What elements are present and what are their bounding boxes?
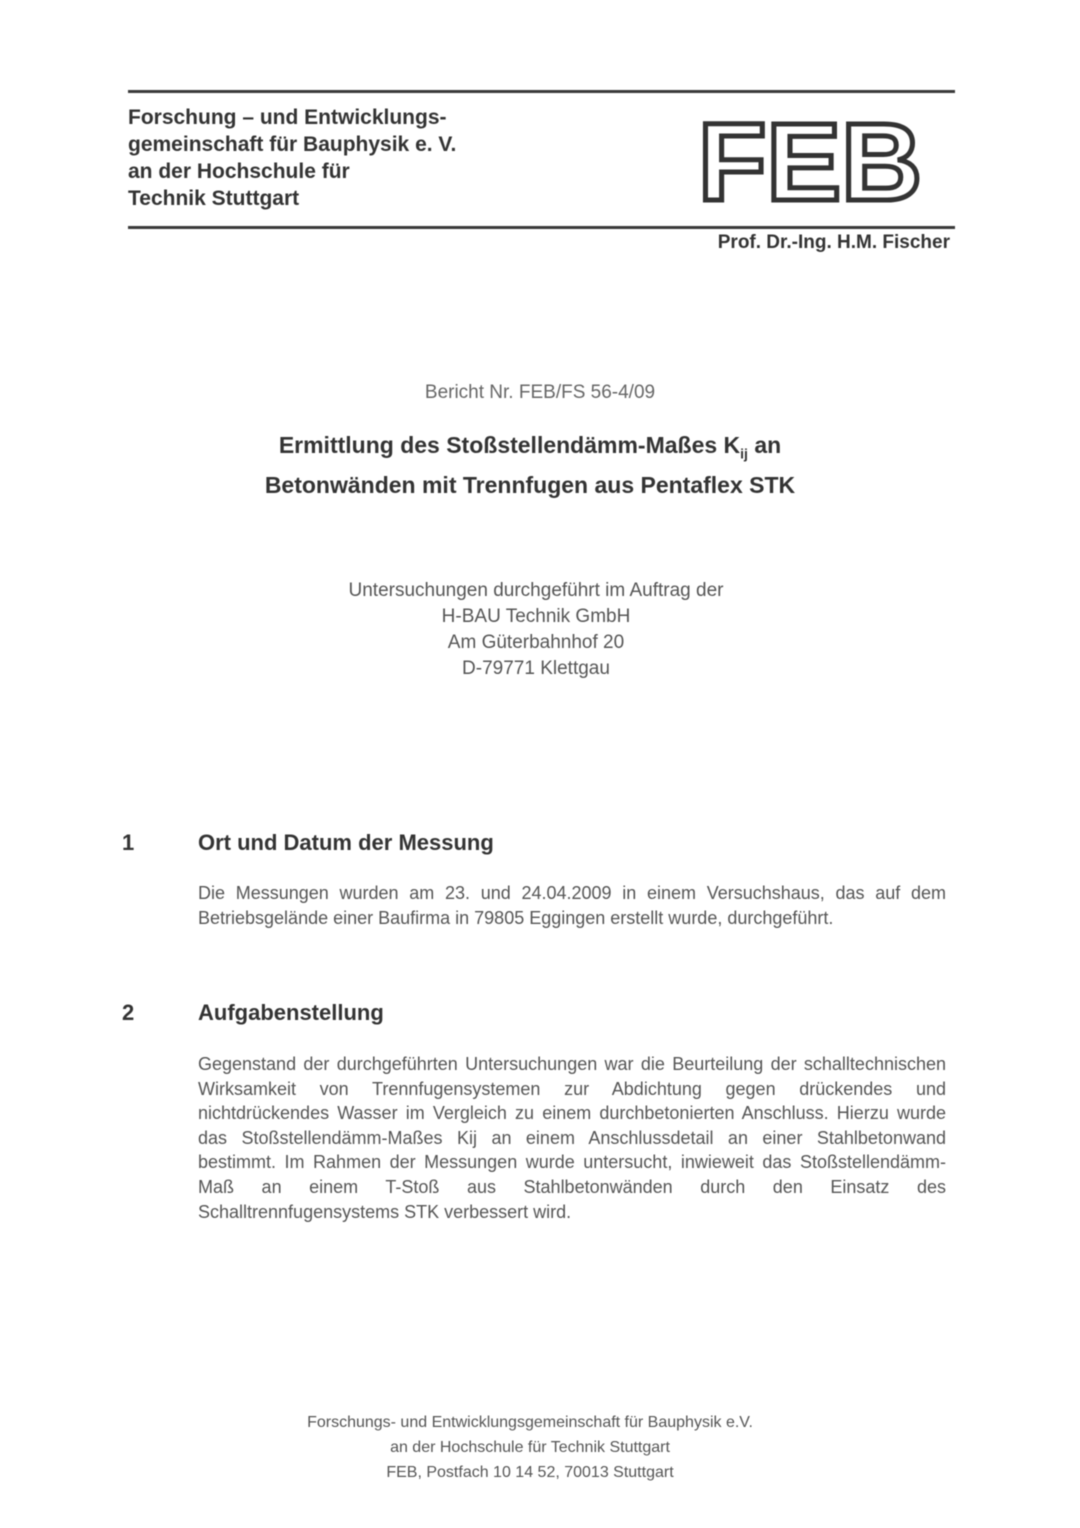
commission-line: D-79771 Klettgau [462, 658, 610, 679]
title-text: Ermittlung des Stoßstellendämm-Maßes K [278, 432, 741, 458]
report-title [0, 430, 1060, 501]
section-heading: Ort und Datum der Messung [198, 830, 494, 855]
feb-logo [696, 112, 926, 208]
commission-line: Am Güterbahnhof 20 [447, 632, 625, 653]
commission-block [0, 578, 1072, 682]
title-subscript: ij [740, 445, 748, 462]
footer-line: Forschungs- und Entwicklungsgemeinschaft für Bauphysik e.V. [307, 1414, 753, 1431]
header-bottom-rule [128, 226, 955, 229]
professor-name: Prof. Dr.-Ing. H.M. Fischer [717, 232, 950, 253]
section-paragraph: Gegenstand der durchgeführten Untersuchungen war die Beurteilung der schalltechnischen Wirksamkeit von Trennfugensystemen zur Abdichtung gegen drückendes und nichtdrückendes Wasser im Vergleich zu einem durchbetonierten Anschluss. Hierzu wurde das Stoßstellendämm-Maßes Kij an einem Anschlussdetail an einer Stahlbetonwand bestimmt. Im Rahmen der Messungen wurde untersucht, inwieweit das Stoßstellendämm-Maß an einem T-Stoß aus Stahlbetonwänden durch den Einsatz des Schalltrennfugensystems STK verbessert wird. [198, 1054, 946, 1222]
commission-line: H-BAU Technik GmbH [441, 606, 631, 627]
feb-logo-text: FEB [698, 112, 922, 208]
section-number: 2 [122, 1000, 135, 1025]
org-line: Technik Stuttgart [128, 187, 300, 210]
header-top-rule [128, 90, 955, 93]
org-line: Forschung – und Entwicklungs- [128, 106, 447, 129]
report-number: Bericht Nr. FEB/FS 56-4/09 [424, 382, 656, 403]
footer-line: an der Hochschule für Technik Stuttgart [390, 1439, 670, 1456]
section-number: 1 [122, 830, 135, 855]
section-heading: Aufgabenstellung [198, 1000, 384, 1025]
org-line: an der Hochschule für [128, 160, 350, 183]
org-line: gemeinschaft für Bauphysik e. V. [128, 133, 457, 156]
commission-line: Untersuchungen durchgeführt im Auftrag der [348, 580, 724, 601]
footer-line: FEB, Postfach 10 14 52, 70013 Stuttgart [386, 1464, 674, 1481]
report-title-line-1 [0, 430, 1060, 470]
title-text: an [747, 432, 782, 458]
section-paragraph: Die Messungen wurden am 23. und 24.04.2009 in einem Versuchshaus, das auf dem Betriebsgelände einer Baufirma in 79805 Eggingen erstellt wurde, durchgeführt. [198, 883, 946, 928]
report-title-line-2: Betonwänden mit Trennfugen aus Pentaflex STK [264, 471, 796, 498]
organization-name [128, 104, 456, 212]
page-footer [0, 1410, 1060, 1485]
